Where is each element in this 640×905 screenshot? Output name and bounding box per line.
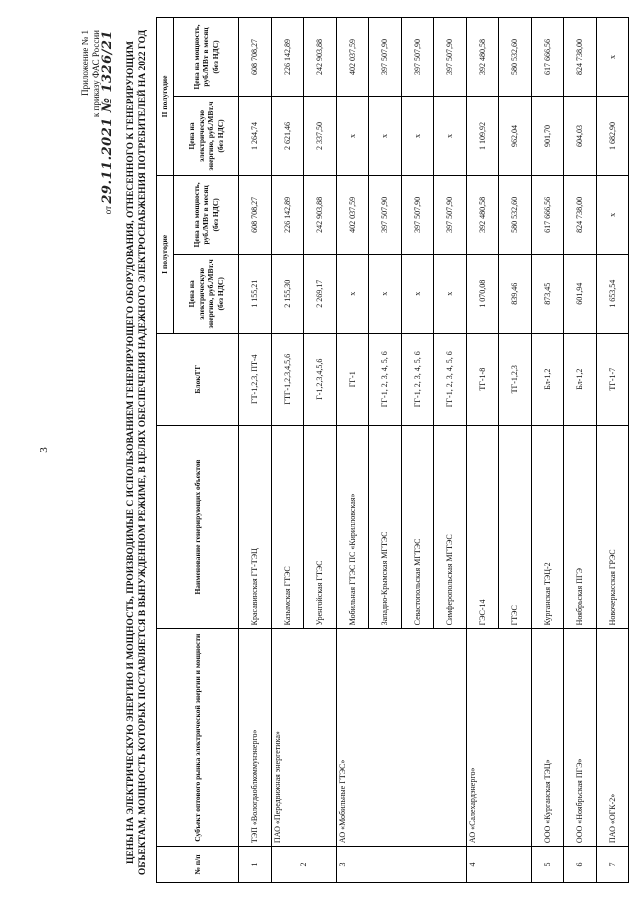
cell-power-1: 402 037,59 [336, 175, 369, 254]
cell-power-1: x [596, 175, 629, 254]
cell-power-2: 608 708,27 [239, 18, 272, 97]
cell-subject: ООО «Ноябрьская ПГЭ» [564, 629, 597, 847]
cell-num: 1 [239, 847, 272, 883]
table-row [239, 18, 272, 883]
cell-power-2: 392 480,58 [466, 18, 499, 97]
header-energy-1: Цена на электрическую энергию, руб./МВт.ч (без НДС) [174, 254, 239, 333]
cell-block: ТГ-1-7 [596, 333, 629, 425]
cell-power-1: 397 507,90 [401, 175, 434, 254]
table-row [564, 18, 597, 883]
cell-energy-1: 1 155,21 [239, 254, 272, 333]
cell-energy-2: 962,04 [499, 96, 532, 175]
cell-energy-2: 2 621,46 [271, 96, 304, 175]
header-energy-2: Цена на электрическую энергию, руб./МВт.ч (без НДС) [174, 96, 239, 175]
page-number: 3 [38, 447, 50, 453]
cell-energy-1: x [369, 254, 402, 333]
cell-energy-1: 601,94 [564, 254, 597, 333]
price-table [156, 17, 629, 883]
header-half-1: I полугодие [157, 175, 174, 333]
appendix-line-1: Приложение № 1 [80, 30, 90, 96]
cell-power-2: 824 738,00 [564, 18, 597, 97]
cell-energy-1: x [434, 254, 467, 333]
cell-energy-2: 1 109,92 [466, 96, 499, 175]
cell-block: ГГ-1 [336, 333, 369, 425]
table-body [239, 18, 629, 883]
cell-power-1: 226 142,89 [271, 175, 304, 254]
cell-energy-2: x [434, 96, 467, 175]
cell-block: ГГ-1, 2, 3, 4, 5, 6 [401, 333, 434, 425]
document-title: ЦЕНЫ НА ЭЛЕКТРИЧЕСКУЮ ЭНЕРГИЮ И МОЩНОСТЬ, ПРОИЗВОДИМЫЕ С ИСПОЛЬЗОВАНИЕМ ГЕНЕРИРУЮЩЕГО ОБОРУДОВАНИЯ, ОТНЕСЕННОГО К ГЕНЕРИРУЮЩИМ ОБЪЕКТАМ, МОЩНОСТЬ КОТОРЫХ ПОСТАВЛЯЕТСЯ В ВЫНУЖДЕННОМ РЕЖИМЕ, В ЦЕЛЯХ ОБЕСПЕЧЕНИЯ НАДЕЖНОГО ЭЛЕКТРОСНАБЖЕНИЯ ПОТРЕБИТЕЛЕЙ НА 2022 ГОД [126, 29, 148, 876]
cell-object: Ноябрьская ПГЭ [564, 425, 597, 629]
table-row [531, 18, 564, 883]
cell-object: ГЭС-14 [466, 425, 499, 629]
cell-power-1: 580 532,60 [499, 175, 532, 254]
table-row [466, 18, 499, 883]
header-power-1: Цена на мощность, руб./МВт в месяц (без НДС) [174, 175, 239, 254]
cell-object: ГТЭС [499, 425, 532, 629]
cell-num: 6 [564, 847, 597, 883]
cell-object: Новочеркасская ГРЭС [596, 425, 629, 629]
cell-power-1: 242 903,88 [304, 175, 337, 254]
cell-energy-2: 901,70 [531, 96, 564, 175]
cell-power-1: 608 708,27 [239, 175, 272, 254]
cell-subject: АО «Мобильные ГТЭС» [336, 629, 466, 847]
cell-energy-1: 1 070,08 [466, 254, 499, 333]
cell-block: Бл-1,2 [531, 333, 564, 425]
cell-energy-1: 2 269,17 [304, 254, 337, 333]
cell-block: ГТ-1,2,3, ПТ-4 [239, 333, 272, 425]
cell-power-2: 242 903,88 [304, 18, 337, 97]
cell-power-2: 397 507,90 [434, 18, 467, 97]
cell-power-1: 397 507,90 [369, 175, 402, 254]
table-row [336, 18, 369, 883]
header-num: № п/п [157, 847, 239, 883]
cell-block: Г-1,2,3,4,5,6 [304, 333, 337, 425]
appendix-line-2: к приказу ФАС России [91, 30, 101, 118]
cell-energy-2: x [336, 96, 369, 175]
table-row [271, 18, 304, 883]
cell-energy-2: 1 264,74 [239, 96, 272, 175]
cell-object: Уренгойская ГТЭС [304, 425, 337, 629]
cell-power-2: x [596, 18, 629, 97]
cell-power-2: 402 037,59 [336, 18, 369, 97]
cell-energy-1: 873,45 [531, 254, 564, 333]
header-power-2: Цена на мощность, руб./МВт в месяц (без НДС) [174, 18, 239, 97]
cell-energy-1: x [336, 254, 369, 333]
cell-power-2: 580 532,60 [499, 18, 532, 97]
cell-subject: ПАО «Передвижная энергетика» [271, 629, 336, 847]
cell-block: Бл-1,2 [564, 333, 597, 425]
cell-object: Мобильная ГТЭС ПС «Кирилловская» [336, 425, 369, 629]
handwritten-date-number: 29.11.2021 № 1326/21 [100, 30, 115, 204]
cell-energy-2: 1 682,90 [596, 96, 629, 175]
cell-power-2: 226 142,89 [271, 18, 304, 97]
cell-num: 7 [596, 847, 629, 883]
cell-subject: АО «Салехардэнерго» [466, 629, 531, 847]
cell-num: 3 [336, 847, 466, 883]
cell-energy-1: 1 653,54 [596, 254, 629, 333]
appendix-from: от [103, 205, 113, 215]
appendix-block [80, 30, 114, 214]
cell-power-2: 617 666,56 [531, 18, 564, 97]
cell-power-1: 617 666,56 [531, 175, 564, 254]
cell-object: Севастопольская МГТЭС [401, 425, 434, 629]
cell-num: 2 [271, 847, 336, 883]
cell-subject: ТЭП «Вологдаоблкоммунэнерго» [239, 629, 272, 847]
cell-object: Красавинская ГТ-ТЭЦ [239, 425, 272, 629]
cell-subject: ПАО «ОГК-2» [596, 629, 629, 847]
header-half-2: II полугодие [157, 18, 174, 176]
header-block: Блок/ГГ [157, 333, 239, 425]
cell-object: Казымская ГТЭС [271, 425, 304, 629]
cell-block: ГГ-1, 2, 3, 4, 5, 6 [434, 333, 467, 425]
appendix-line-3 [102, 30, 114, 214]
cell-energy-2: 604,03 [564, 96, 597, 175]
cell-object: Западно-Крымская МГТЭС [369, 425, 402, 629]
cell-num: 5 [531, 847, 564, 883]
cell-object: Курганская ТЭЦ-2 [531, 425, 564, 629]
table-row [596, 18, 629, 883]
cell-energy-2: x [369, 96, 402, 175]
cell-power-1: 824 738,00 [564, 175, 597, 254]
cell-energy-1: 839,46 [499, 254, 532, 333]
header-object: Наименование генерирующих объектов [157, 425, 239, 629]
cell-power-1: 392 480,58 [466, 175, 499, 254]
cell-block: ТГ-1-8 [466, 333, 499, 425]
cell-power-2: 397 507,90 [401, 18, 434, 97]
cell-energy-1: 2 155,30 [271, 254, 304, 333]
cell-power-1: 397 507,90 [434, 175, 467, 254]
cell-block: ГГ-1, 2, 3, 4, 5, 6 [369, 333, 402, 425]
cell-power-2: 397 507,90 [369, 18, 402, 97]
cell-block: ТГ-1,2,3 [499, 333, 532, 425]
cell-energy-2: 2 337,50 [304, 96, 337, 175]
cell-energy-1: x [401, 254, 434, 333]
cell-num: 4 [466, 847, 531, 883]
cell-energy-2: x [401, 96, 434, 175]
cell-object: Симферопольская МГТЭС [434, 425, 467, 629]
header-subject: Субъект оптового рынка электрической энергии и мощности [157, 629, 239, 847]
cell-subject: ООО «Курганская ТЭЦ» [531, 629, 564, 847]
cell-block: ГТГ-1,2,3,4,5,6 [271, 333, 304, 425]
